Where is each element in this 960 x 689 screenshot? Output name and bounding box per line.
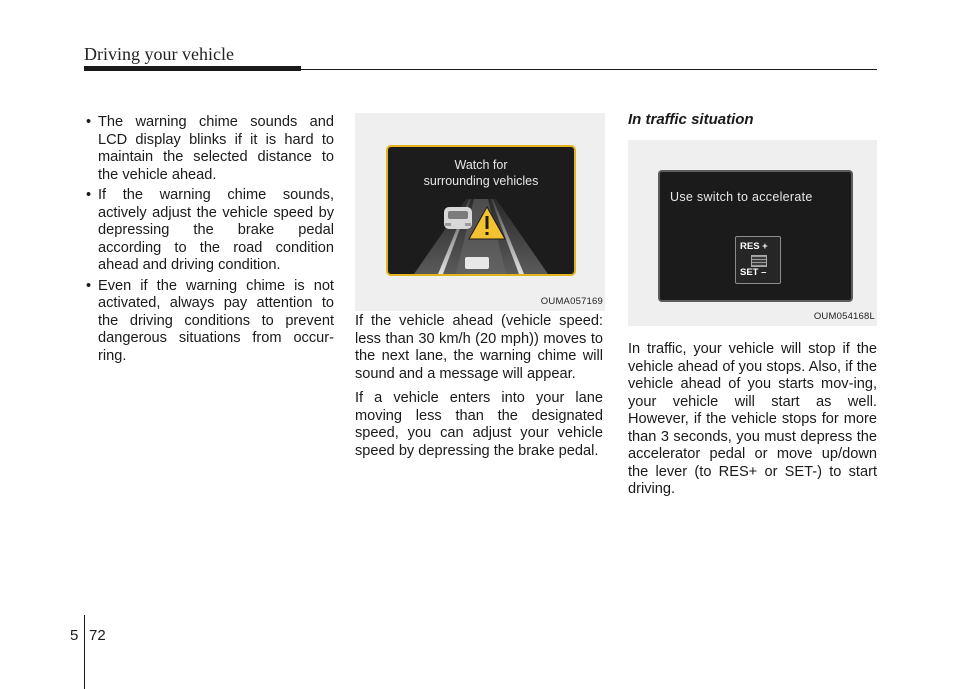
res-label: RES + bbox=[740, 241, 768, 252]
paragraph: In traffic, your vehicle will stop if the vehicle ahead of you stops. Also, if the vehicle ahead of you starts mov-ing, your vehicle will start as well. However, if the vehicle stops for more than 3 seconds, you must depress the accelerator pedal or move up/down the lever (to RES+ or SET-) to start driving. bbox=[628, 341, 877, 497]
page-number: 72 bbox=[89, 627, 106, 644]
figure-use-switch bbox=[628, 140, 877, 326]
figure-code: OUM054168L bbox=[813, 311, 875, 322]
bullet-list bbox=[82, 114, 334, 365]
bullet-item: • If the warning chime sounds, actively adjust the vehicle speed by depressing the brake pedal according to the road condition ahead and driving condition. bbox=[82, 187, 334, 275]
column-left bbox=[82, 114, 334, 368]
own-vehicle-marker bbox=[465, 257, 489, 269]
res-set-switch-icon bbox=[735, 236, 781, 284]
figure-watch-vehicles bbox=[355, 113, 605, 311]
lever-icon bbox=[751, 255, 767, 267]
cluster-display bbox=[658, 170, 853, 302]
header-rule-thick bbox=[84, 66, 301, 71]
section-heading: In traffic situation bbox=[628, 111, 754, 128]
bullet-item: • Even if the warning chime is not activated, always pay attention to the driving conditions to prevent dangerous situations from occur-ring. bbox=[82, 278, 334, 366]
header-title: Driving your vehicle bbox=[84, 44, 234, 64]
paragraph: If a vehicle enters into your lane moving less than the designated speed, you can adjust your vehicle speed by depressing the brake pedal. bbox=[355, 390, 603, 459]
chapter-number: 5 bbox=[70, 627, 79, 644]
column-right bbox=[628, 341, 877, 506]
set-label: SET – bbox=[740, 267, 767, 278]
column-middle bbox=[355, 313, 603, 467]
paragraph: If the vehicle ahead (vehicle speed: less than 30 km/h (20 mph)) moves to the next lane, the warning chime will sound and a message will appear. bbox=[355, 313, 603, 382]
car-icon bbox=[444, 207, 472, 229]
display-message: Watch for surrounding vehicles bbox=[423, 158, 539, 188]
figure-code: OUMA057169 bbox=[540, 296, 603, 307]
header-rule-thin bbox=[301, 69, 877, 70]
display-message: Use switch to accelerate bbox=[670, 190, 813, 204]
bullet-item: • The warning chime sounds and LCD display blinks if it is hard to maintain the selected distance to the vehicle ahead. bbox=[82, 114, 334, 184]
footer-divider bbox=[84, 615, 85, 689]
cluster-display bbox=[386, 145, 576, 276]
